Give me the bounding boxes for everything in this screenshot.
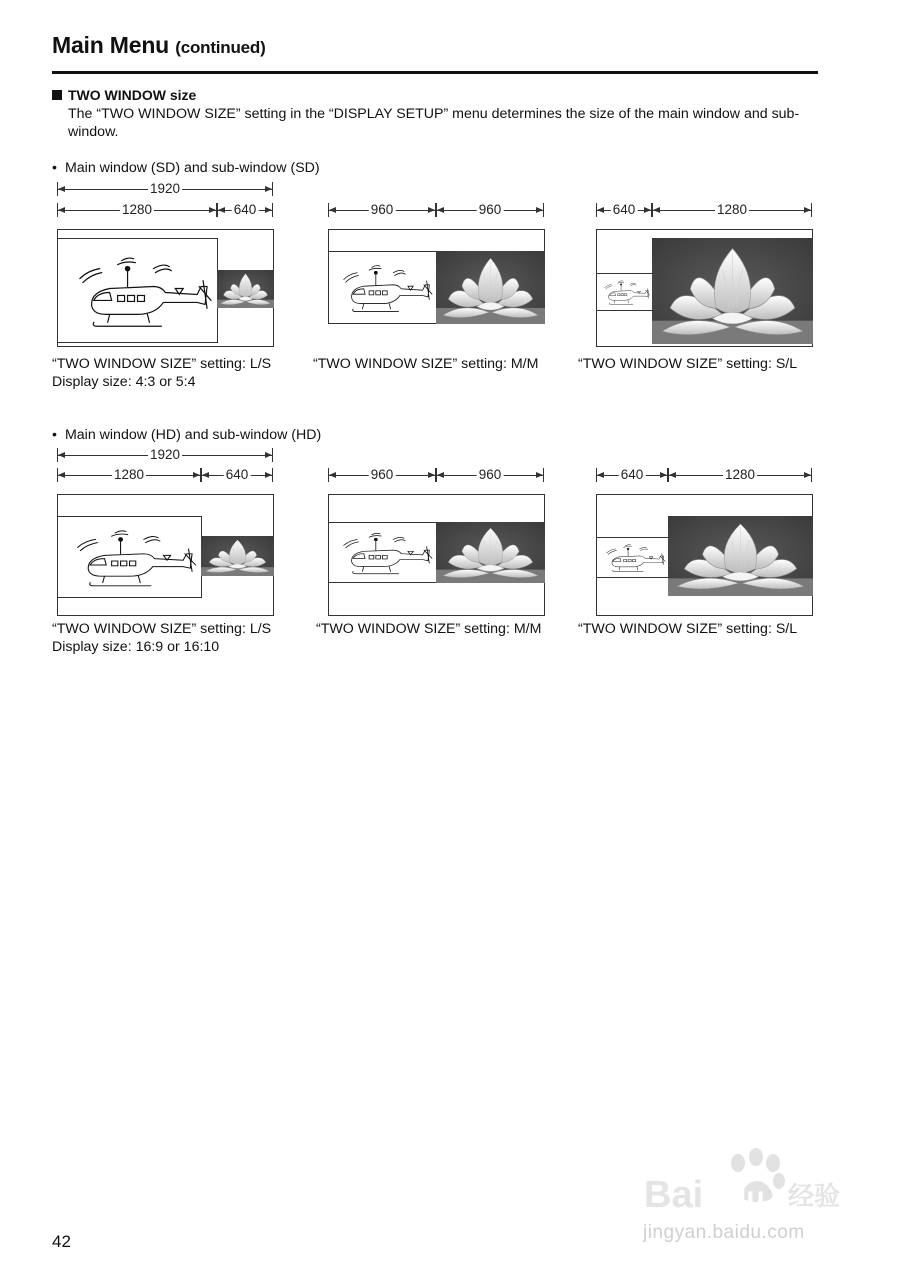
dim-total-label: 1920 [149,181,181,196]
section-body: The “TWO WINDOW SIZE” setting in the “DISPLAY SETUP” menu determines the size of the main window and sub-window. [68,106,800,140]
group-hd-label: Main window (HD) and sub-window (HD) [64,427,322,443]
main-window [57,516,202,598]
dim-left-label: 960 [370,467,394,482]
group-sd-label: Main window (SD) and sub-window (SD) [64,160,320,176]
svg-text:du: du [728,1181,765,1214]
dim-main-label: 1280 [724,467,756,482]
title-main: Main Menu [52,32,170,58]
helicopter-icon [58,517,201,597]
dim-right-label: 960 [478,202,502,217]
diagram-hd-sl [596,448,814,618]
dim-total-label: 1920 [149,447,181,462]
caption-hd-mm: “TWO WINDOW SIZE” setting: M/M [316,621,542,637]
dim-sub [201,468,273,482]
dim-sub [596,203,652,217]
helicopter-icon [329,252,436,323]
main-window [328,522,437,583]
dim-sub [217,203,273,217]
dim-sub [596,468,668,482]
caption-setting: “TWO WINDOW SIZE” setting: L/S [52,621,272,637]
caption-setting: “TWO WINDOW SIZE” setting: L/S [52,356,272,372]
group-sd-bullet [52,160,320,176]
lotus-flower-icon [436,251,545,324]
dim-main-label: 1280 [113,467,145,482]
dim-main [652,203,812,217]
section-heading [52,87,196,103]
title-rule [52,71,818,74]
sub-window [596,537,669,578]
dim-sub-label: 640 [233,202,257,217]
main-window [652,238,813,344]
caption-sd-ls [52,355,271,391]
diagram-sd-mm [328,182,546,352]
group-hd-bullet [52,427,321,443]
lotus-flower-icon [652,238,813,344]
sub-window [596,273,653,311]
sub-window [436,522,545,583]
dim-left-label: 960 [370,202,394,217]
helicopter-icon [58,239,217,342]
bullet-dot: • [52,160,57,176]
dim-right [436,203,544,217]
dim-sub-label: 640 [612,202,636,217]
diagram-hd-ls [57,448,275,618]
lotus-flower-icon [436,522,545,583]
dim-total [57,448,273,462]
dim-left [328,468,436,482]
sub-window [436,251,545,324]
bullet-dot: • [52,427,57,443]
main-window [328,251,437,324]
dim-total [57,182,273,196]
dim-main [668,468,812,482]
svg-text:Bai: Bai [644,1174,704,1216]
dim-right-label: 960 [478,467,502,482]
caption-display-size: Display size: 16:9 or 16:10 [52,639,220,655]
main-window [668,516,813,596]
diagram-sd-ls [57,182,275,352]
page-number: 42 [52,1232,71,1251]
lotus-flower-icon [668,516,813,596]
diagram-hd-mm [328,448,546,618]
square-bullet-icon [52,90,62,100]
dim-sub-label: 640 [620,467,644,482]
dim-main [57,468,201,482]
caption-sd-sl: “TWO WINDOW SIZE” setting: S/L [578,356,798,372]
caption-sd-mm: “TWO WINDOW SIZE” setting: M/M [313,356,539,372]
section-heading-text: TWO WINDOW size [68,87,197,103]
sub-window [217,270,274,308]
lotus-flower-icon [201,536,274,576]
dim-main-label: 1280 [716,202,748,217]
dim-left [328,203,436,217]
helicopter-icon [329,523,436,582]
watermark-site: jingyan.baidu.com [643,1222,805,1243]
dim-main [57,203,217,217]
caption-hd-ls [52,620,271,656]
dim-right [436,468,544,482]
helicopter-icon [597,274,652,310]
main-window [57,238,218,343]
caption-display-size: Display size: 4:3 or 5:4 [52,374,196,390]
dim-sub-label: 640 [225,467,249,482]
lotus-flower-icon [217,270,274,308]
title-continued: (continued) [175,38,266,57]
diagram-sd-sl [596,182,814,352]
sub-window [201,536,274,576]
caption-hd-sl: “TWO WINDOW SIZE” setting: S/L [578,621,798,637]
page-title [52,32,266,59]
dim-main-label: 1280 [121,202,153,217]
helicopter-icon [597,538,668,577]
svg-text:经验: 经验 [788,1182,841,1212]
